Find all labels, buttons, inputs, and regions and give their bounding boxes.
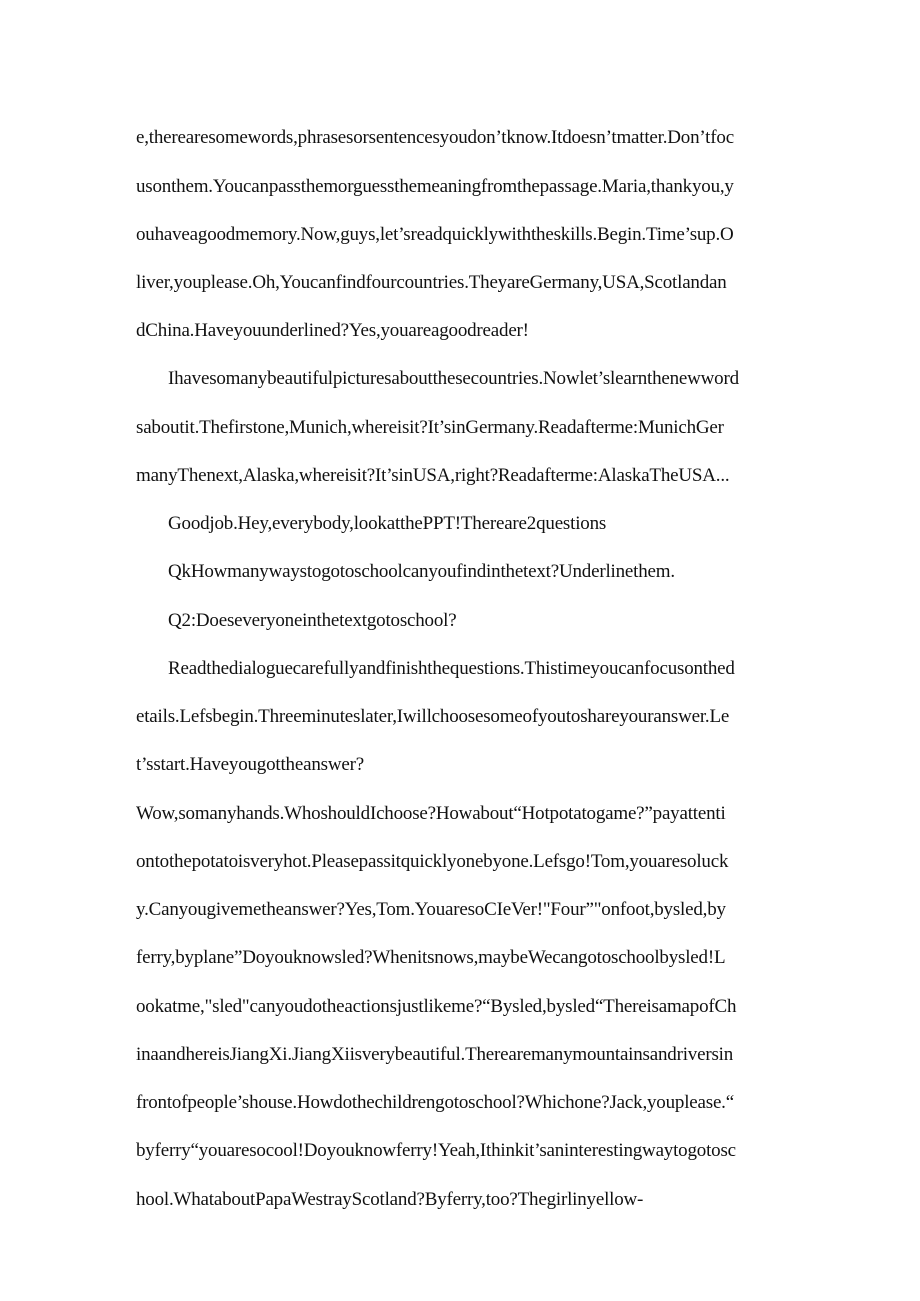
text-line: dChina.Haveyouunderlined?Yes,youareagoodreader! [136,320,529,341]
text-line: Wow,somanyhands.WhoshouldIchoose?Howabout“Hotpotatogame?”payattenti [136,803,726,824]
text-line: QkHowmanywaystogotoschoolcanyoufindinthetext?Underlinethem. [168,561,675,582]
text-line: ontothepotatoisveryhot.Pleasepassitquicklyonebyone.Lefsgo!Tom,youaresoluck [136,851,729,872]
text-line: etails.Lefsbegin.Threeminuteslater,Iwillchoosesomeofyoutoshareyouranswer.Le [136,706,730,727]
text-line: inaandhereisJiangXi.JiangXiisverybeautiful.Therearemanymountainsandriversin [136,1044,734,1065]
text-line: ferry,byplane”Doyouknowsled?Whenitsnows,maybeWecangotoschoolbysled!L [136,947,726,968]
text-line: Goodjob.Hey,everybody,lookatthePPT!Thereare2questions [168,513,607,534]
text-line: frontofpeople’shouse.Howdothechildrengotoschool?Whichone?Jack,youplease.“ [136,1092,734,1113]
text-line: liver,youplease.Oh,Youcanfindfourcountries.TheyareGermany,USA,Scotlandan [136,272,727,293]
text-line: t’sstart.Haveyougottheanswer? [136,754,364,775]
text-line: e,therearesomewords,phrasesorsentencesyoudon’tknow.Itdoesn’tmatter.Don’tfoc [136,127,734,148]
text-line: Ihavesomanybeautifulpicturesaboutthesecountries.Nowlet’slearnthenewword [168,368,739,389]
text-line: Q2:Doeseveryoneinthetextgotoschool? [168,610,457,631]
text-line: byferry“youaresocool!Doyouknowferry!Yeah,Ithinkit’saninterestingwaytogotosc [136,1140,736,1161]
text-line: manyThenext,Alaska,whereisit?It’sinUSA,right?Readafterme:AlaskaTheUSA... [136,465,730,486]
text-line: y.Canyougivemetheanswer?Yes,Tom.YouaresoCIeVer!"Four”"onfoot,bysled,by [136,899,726,920]
text-line: Readthedialoguecarefullyandfinishthequestions.Thistimeyoucanfocusonthed [168,658,735,679]
text-line: ookatme,"sled"canyoudotheactionsjustlikeme?“Bysled,bysled“ThereisamapofCh [136,996,737,1017]
text-line: hool.WhataboutPapaWestrayScotland?Byferry,too?Thegirlinyellow- [136,1189,644,1210]
text-line: usonthem.Youcanpassthemorguessthemeaningfromthepassage.Maria,thankyou,y [136,176,734,197]
text-line: saboutit.Thefirstone,Munich,whereisit?It’sinGermany.Readafterme:MunichGer [136,417,724,438]
text-line: ouhaveagoodmemory.Now,guys,let’sreadquicklywiththeskills.Begin.Time’sup.O [136,224,734,245]
